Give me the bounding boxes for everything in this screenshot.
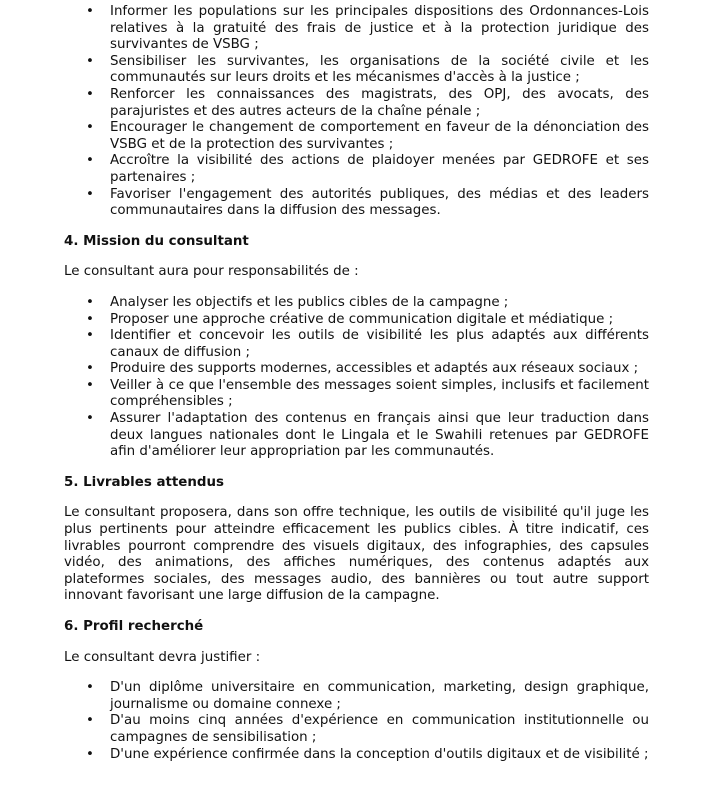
- list-item: • Assurer l'adaptation des contenus en français ainsi que leur traduction dans deux langues nationales dont le Lingala et le Swahili retenues par GEDROFE afin d'améliorer leur appropriation par les communautés.: [0, 411, 711, 461]
- section-heading-profile: 6. Profil recherché: [64, 619, 204, 634]
- list-item: • Renforcer les connaissances des magistrats, des OPJ, des avocats, des parajuristes et des autres acteurs de la chaîne pénale ;: [0, 87, 711, 120]
- list-item: • Encourager le changement de comportement en faveur de la dénonciation des VSBG et de la protection des survivantes ;: [0, 120, 711, 153]
- section-heading-mission: 4. Mission du consultant: [64, 233, 249, 249]
- section-intro-profile: Le consultant devra justifier :: [64, 649, 261, 665]
- section-heading-deliverables: 5. Livrables attendus: [64, 474, 224, 490]
- list-item: • D'un diplôme universitaire en communication, marketing, design graphique, journalisme ou domaine connexe ;: [0, 680, 711, 713]
- list-item: • Analyser les objectifs et les publics cibles de la campagne ;: [0, 295, 711, 312]
- list-item: • Produire des supports modernes, accessibles et adaptés aux réseaux sociaux ;: [0, 361, 711, 378]
- profile-list: [0, 680, 711, 763]
- list-item: • Accroître la visibilité des actions de plaidoyer menées par GEDROFE et ses partenaires ;: [0, 153, 711, 186]
- list-item: • Favoriser l'engagement des autorités publiques, des médias et des leaders communautaires dans la diffusion des messages.: [0, 187, 711, 220]
- deliverables-paragraph: Le consultant proposera, dans son offre technique, les outils de visibilité qu'il juge les plus pertinents pour atteindre efficacement les publics cibles. À titre indicatif, ces livrables pourront comprendre des visuels digitaux, des infographies, des capsules vidéo, des animations, des affiches numériques, des contenus adaptés aux plateformes sociales, des messages audio, des bannières ou tout autre support innovant favorisant une large diffusion de la campagne.: [64, 505, 649, 604]
- objectives-list: [0, 0, 711, 220]
- list-item: • Proposer une approche créative de communication digitale et médiatique ;: [0, 312, 711, 329]
- list-item: • Veiller à ce que l'ensemble des messages soient simples, inclusifs et facilement compréhensibles ;: [0, 378, 711, 411]
- list-item: • Sensibiliser les survivantes, les organisations de la société civile et les communautés sur leurs droits et les mécanismes d'accès à la justice ;: [0, 54, 711, 87]
- list-item: • Informer les populations sur les principales dispositions des Ordonnances-Lois relatives à la gratuité des frais de justice et à la protection juridique des survivantes de VSBG ;: [0, 4, 711, 54]
- list-item: • D'au moins cinq années d'expérience en communication institutionnelle ou campagnes de sensibilisation ;: [0, 713, 711, 746]
- section-intro-mission: Le consultant aura pour responsabilités de :: [64, 264, 359, 280]
- responsibilities-list: [0, 295, 711, 461]
- list-item: • D'une expérience confirmée dans la conception d'outils digitaux et de visibilité ;: [0, 747, 711, 764]
- list-item: • Identifier et concevoir les outils de visibilité les plus adaptés aux différents canaux de diffusion ;: [0, 328, 711, 361]
